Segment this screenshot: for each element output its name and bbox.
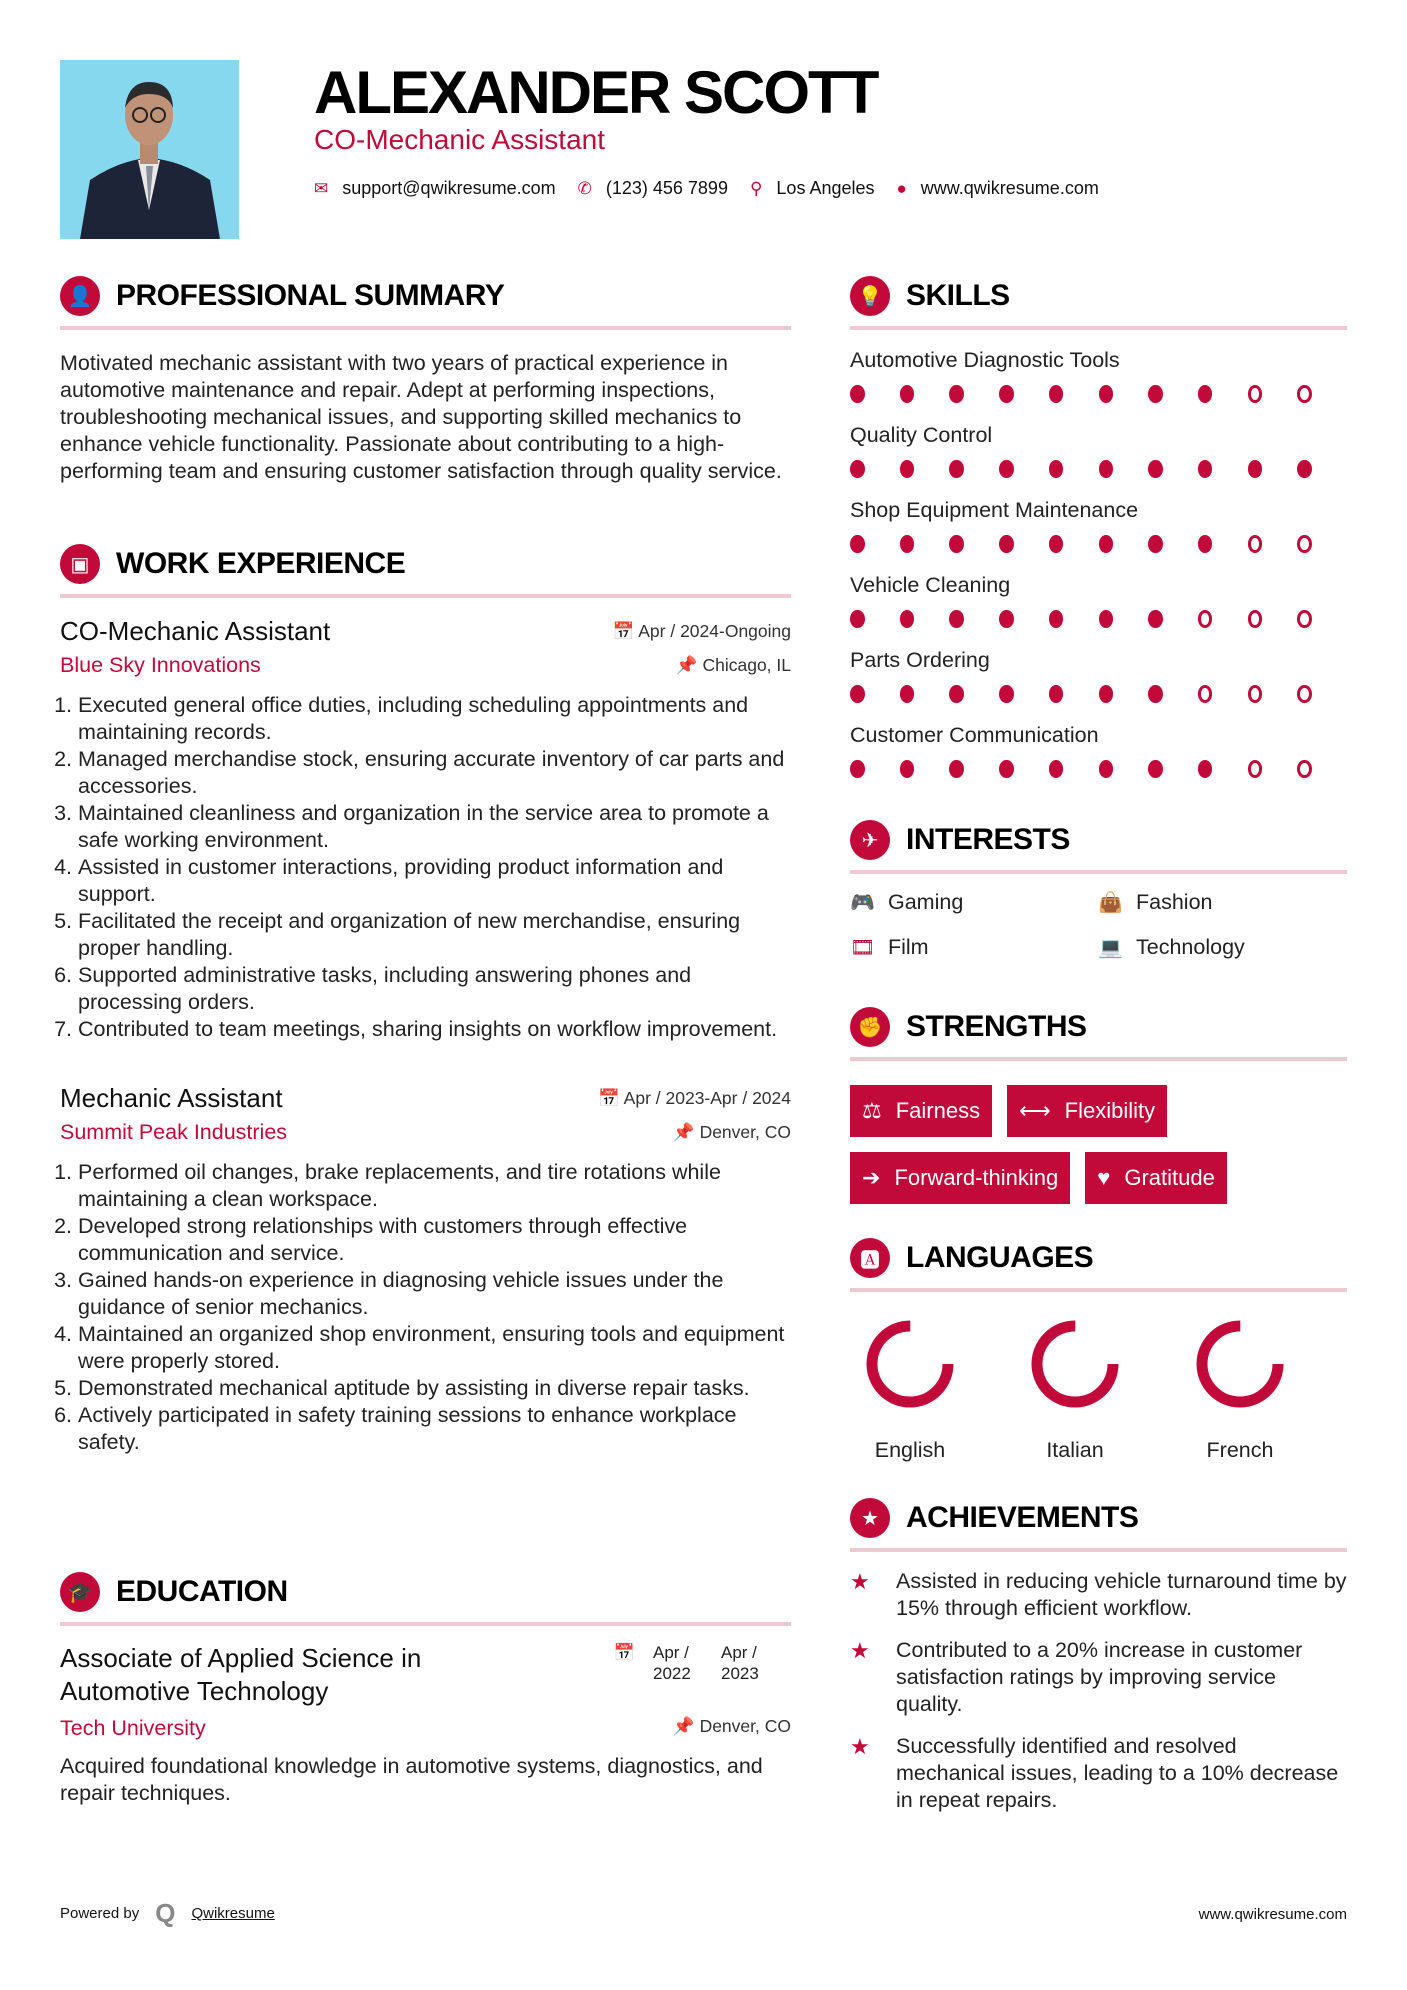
rating-dot-filled (1248, 460, 1263, 478)
rating-dot-filled (1198, 385, 1213, 403)
rating-dot-filled (1148, 385, 1163, 403)
start-date: Apr / 2022 (653, 1643, 691, 1683)
skill-rating (850, 385, 1347, 403)
rating-dot-empty (1198, 610, 1213, 628)
degree-title: Associate of Applied Science in Automotive Technology (60, 1643, 422, 1706)
rating-dot-filled (1099, 385, 1114, 403)
language-item (1180, 1314, 1300, 1463)
divider (850, 870, 1347, 874)
interest-label: Technology (1136, 935, 1245, 959)
briefcase-icon: ▣ (60, 544, 100, 584)
language-name: French (1206, 1438, 1274, 1462)
calendar-icon: 📅 (613, 1643, 635, 1662)
section-heading: ACHIEVEMENTS (906, 1501, 1139, 1534)
rating-dot-filled (850, 685, 865, 703)
skill-rating (850, 535, 1347, 553)
job-entry (60, 616, 791, 1043)
rating-dot-filled (850, 610, 865, 628)
education-location: Denver, CO (699, 1716, 791, 1736)
rating-dot-filled (949, 610, 964, 628)
interest-item (1098, 890, 1346, 915)
skill-name: Automotive Diagnostic Tools (850, 348, 1120, 372)
strength-tag (850, 1085, 992, 1137)
lightbulb-icon: 💡 (850, 276, 890, 316)
phone-icon: ✆ (577, 178, 592, 198)
achievements-section (850, 1498, 1347, 1814)
achievement-item (850, 1637, 1347, 1718)
skill-rating (850, 610, 1347, 628)
divider (60, 1622, 791, 1626)
calendar-icon: 📅 (597, 1088, 624, 1108)
contact-website[interactable]: www.qwikresume.com (920, 178, 1099, 198)
powered-by-label: Powered by (60, 1905, 140, 1922)
interest-label: Fashion (1136, 890, 1213, 914)
gamepad-icon: 🎮 (850, 892, 875, 914)
interest-item (850, 890, 1098, 915)
section-heading: SKILLS (906, 279, 1010, 312)
contact-location: Los Angeles (776, 178, 875, 198)
job-entry (60, 1083, 791, 1456)
rating-dot-empty (1297, 385, 1312, 403)
achievement-text: Successfully identified and resolved mechanical issues, leading to a 10% decrease in repeat repairs. (896, 1734, 1339, 1812)
strength-tag (850, 1152, 1070, 1204)
bullet-item: 7. Contributed to team meetings, sharing insights on workflow improvement. (78, 1016, 791, 1043)
rating-dot-filled (1297, 460, 1312, 478)
language-item (1015, 1314, 1135, 1463)
paper-plane-icon: ✈ (850, 820, 890, 860)
skill-name: Quality Control (850, 423, 993, 447)
rating-dot-empty (1248, 685, 1263, 703)
rating-dot-filled (900, 385, 915, 403)
company-name: Summit Peak Industries (60, 1120, 288, 1144)
rating-dot-filled (1148, 460, 1163, 478)
rating-dot-filled (1148, 610, 1163, 628)
rating-dot-filled (850, 760, 865, 778)
language-level-ring (1025, 1314, 1125, 1414)
achievement-text: Assisted in reducing vehicle turnaround time by 15% through efficient workflow. (896, 1569, 1347, 1620)
section-heading: WORK EXPERIENCE (116, 547, 406, 580)
rating-dot-empty (1248, 385, 1263, 403)
skill-name: Vehicle Cleaning (850, 573, 1011, 597)
rating-dot-filled (850, 385, 865, 403)
skill-row (850, 723, 1347, 798)
section-heading: STRENGTHS (906, 1010, 1087, 1043)
candidate-name: ALEXANDER SCOTT (314, 59, 878, 126)
candidate-title: CO-Mechanic Assistant (314, 124, 605, 155)
interest-label: Gaming (888, 890, 964, 914)
bullet-item: 3. Maintained cleanliness and organization in the service area to promote a safe working environment. (78, 800, 791, 854)
rating-dot-filled (999, 460, 1014, 478)
rating-dot-empty (1198, 685, 1213, 703)
star-icon: ★ (850, 1569, 870, 1594)
fist-icon: ✊ (850, 1007, 890, 1047)
pin-icon: 📌 (672, 1122, 700, 1142)
section-heading: LANGUAGES (906, 1241, 1094, 1274)
job-dates: Apr / 2024-Ongoing (638, 621, 791, 641)
skills-section (850, 276, 1347, 798)
rating-dot-empty (1248, 760, 1263, 778)
rating-dot-filled (1099, 685, 1114, 703)
skill-row (850, 648, 1347, 723)
rating-dot-filled (900, 535, 915, 553)
job-location: Denver, CO (699, 1122, 791, 1142)
rating-dot-filled (1099, 610, 1114, 628)
summary-text: Motivated mechanic assistant with two years of practical experience in automotive maintenance and repair. Adept at performing inspections, troubleshooting mechanical issues, and supporting skilled mechanics to enhance vehicle functionality. Passionate about contributing to a high-performing team and ensuring customer satisfaction through quality service. (60, 351, 782, 483)
user-icon: 👤 (60, 276, 100, 316)
calendar-icon: 📅 (612, 621, 639, 641)
language-name: English (874, 1438, 946, 1462)
strength-tag (1085, 1152, 1227, 1204)
divider (60, 326, 791, 330)
rating-dot-empty (1297, 760, 1312, 778)
divider (850, 1548, 1347, 1552)
rating-dot-filled (1099, 760, 1114, 778)
star-icon: ★ (850, 1734, 870, 1759)
divider (850, 1057, 1347, 1061)
skill-name: Customer Communication (850, 723, 1099, 747)
envelope-icon: ✉ (314, 178, 329, 198)
bullet-item: 1. Performed oil changes, brake replacements, and tire rotations while maintaining a clean workspace. (78, 1159, 791, 1213)
rating-dot-filled (1049, 760, 1064, 778)
pin-icon: 📌 (675, 655, 703, 675)
strength-label: Forward-thinking (894, 1165, 1059, 1190)
rating-dot-filled (1198, 535, 1213, 553)
rating-dot-filled (900, 610, 915, 628)
rating-dot-filled (1049, 535, 1064, 553)
rating-dot-filled (1099, 535, 1114, 553)
rating-dot-filled (850, 535, 865, 553)
rating-dot-filled (999, 610, 1014, 628)
rating-dot-filled (1049, 460, 1064, 478)
section-heading: PROFESSIONAL SUMMARY (116, 279, 505, 312)
rating-dot-filled (949, 460, 964, 478)
rating-dot-filled (949, 385, 964, 403)
job-dates: Apr / 2023-Apr / 2024 (623, 1088, 791, 1108)
skill-rating (850, 685, 1347, 703)
rating-dot-filled (949, 760, 964, 778)
globe-icon: ● (896, 178, 907, 198)
balance-scale-icon: ⚖ (862, 1098, 882, 1123)
rating-dot-empty (1248, 610, 1263, 628)
achievement-item (850, 1568, 1347, 1622)
contact-phone: (123) 456 7899 (605, 178, 728, 198)
footer-powered (60, 1898, 275, 1929)
achievement-item (850, 1733, 1347, 1814)
skill-row (850, 573, 1347, 648)
school-name: Tech University (60, 1716, 206, 1740)
strength-tag (1007, 1085, 1167, 1137)
arrow-right-icon: ➔ (862, 1165, 881, 1190)
achievement-text: Contributed to a 20% increase in customer satisfaction ratings by improving service quality. (896, 1638, 1303, 1716)
rating-dot-filled (1049, 610, 1064, 628)
strength-label: Flexibility (1064, 1098, 1156, 1123)
rating-dot-filled (1148, 535, 1163, 553)
bullet-item: 6. Supported administrative tasks, including answering phones and processing orders. (78, 962, 791, 1016)
education-section (60, 1572, 791, 1807)
job-title: Mechanic Assistant (60, 1083, 283, 1113)
rating-dot-filled (900, 760, 915, 778)
star-icon: ★ (850, 1638, 870, 1663)
rating-dot-filled (1099, 460, 1114, 478)
job-title: CO-Mechanic Assistant (60, 616, 331, 646)
skill-rating (850, 760, 1347, 778)
interest-item (1098, 935, 1346, 960)
strengths-section (850, 1007, 1347, 1204)
bullet-item: 4. Assisted in customer interactions, providing product information and support. (78, 854, 791, 908)
job-bullets (60, 692, 791, 1043)
languages-section (850, 1238, 1347, 1463)
heart-icon: ♥ (1097, 1165, 1111, 1190)
rating-dot-filled (850, 460, 865, 478)
work-section (60, 544, 791, 1456)
rating-dot-empty (1297, 535, 1312, 553)
rating-dot-filled (999, 760, 1014, 778)
rating-dot-filled (949, 535, 964, 553)
contact-bar (314, 178, 1121, 199)
pin-icon: 📌 (672, 1716, 700, 1736)
bullet-item: 2. Developed strong relationships with customers through effective communication and service. (78, 1213, 791, 1267)
job-bullets (60, 1159, 791, 1456)
profile-photo (60, 60, 239, 239)
rating-dot-filled (1198, 760, 1213, 778)
laptop-icon: 💻 (1098, 937, 1123, 959)
bullet-item: 6. Actively participated in safety training sessions to enhance workplace safety. (78, 1402, 791, 1456)
rating-dot-empty (1297, 610, 1312, 628)
bullet-item: 2. Managed merchandise stock, ensuring accurate inventory of car parts and accessories. (78, 746, 791, 800)
divider (850, 326, 1347, 330)
skill-rating (850, 460, 1347, 478)
film-icon: 🎞 (850, 937, 876, 959)
rating-dot-filled (949, 685, 964, 703)
skill-row (850, 498, 1347, 573)
skill-row (850, 423, 1347, 498)
company-name: Blue Sky Innovations (60, 653, 261, 677)
education-description: Acquired foundational knowledge in automotive systems, diagnostics, and repair techniques. (60, 1754, 763, 1805)
rating-dot-filled (900, 460, 915, 478)
language-level-ring (860, 1314, 960, 1414)
rating-dot-filled (999, 685, 1014, 703)
footer-website[interactable]: www.qwikresume.com (1198, 1906, 1347, 1923)
rating-dot-filled (1148, 685, 1163, 703)
bullet-item: 4. Maintained an organized shop environment, ensuring tools and equipment were properly stored. (78, 1321, 791, 1375)
rating-dot-filled (999, 385, 1014, 403)
strength-label: Fairness (895, 1098, 981, 1123)
graduation-cap-icon: 🎓 (60, 1572, 100, 1612)
bullet-item: 5. Facilitated the receipt and organization of new merchandise, ensuring proper handling. (78, 908, 791, 962)
bullet-item: 3. Gained hands-on experience in diagnosing vehicle issues under the guidance of senior mechanics. (78, 1267, 791, 1321)
divider (60, 594, 791, 598)
rating-dot-filled (1198, 460, 1213, 478)
bullet-item: 5. Demonstrated mechanical aptitude by assisting in diverse repair tasks. (78, 1375, 791, 1402)
strength-label: Gratitude (1124, 1165, 1215, 1190)
language-item (850, 1314, 970, 1463)
skill-name: Parts Ordering (850, 648, 990, 672)
language-name: Italian (1046, 1438, 1104, 1462)
star-badge-icon: ★ (850, 1498, 890, 1538)
map-marker-icon: ⚲ (749, 178, 763, 198)
brand-link[interactable]: Qwikresume (191, 1905, 275, 1922)
end-date: Apr / 2023 (721, 1643, 759, 1683)
divider (850, 1288, 1347, 1292)
language-level-ring (1190, 1314, 1290, 1414)
interest-item (850, 935, 1098, 960)
summary-section (60, 276, 791, 485)
interest-label: Film (888, 935, 929, 959)
rating-dot-filled (1049, 385, 1064, 403)
rating-dot-filled (999, 535, 1014, 553)
section-heading: INTERESTS (906, 823, 1070, 856)
rating-dot-filled (1049, 685, 1064, 703)
rating-dot-filled (900, 685, 915, 703)
section-heading: EDUCATION (116, 1575, 288, 1608)
education-dates (614, 1642, 771, 1708)
arrows-h-icon: ⟷ (1019, 1098, 1051, 1123)
interests-section (850, 820, 1347, 960)
job-location: Chicago, IL (702, 655, 791, 675)
rating-dot-empty (1248, 535, 1263, 553)
bullet-item: 1. Executed general office duties, including scheduling appointments and maintaining records. (78, 692, 791, 746)
contact-email[interactable]: support@qwikresume.com (342, 178, 556, 198)
rating-dot-empty (1297, 685, 1312, 703)
skill-row (850, 348, 1347, 423)
skill-name: Shop Equipment Maintenance (850, 498, 1139, 522)
shopping-bag-icon: 👜 (1098, 892, 1123, 914)
qwikresume-logo-icon: Q (155, 1898, 176, 1928)
language-icon: 🅰 (850, 1238, 890, 1278)
rating-dot-filled (1148, 760, 1163, 778)
